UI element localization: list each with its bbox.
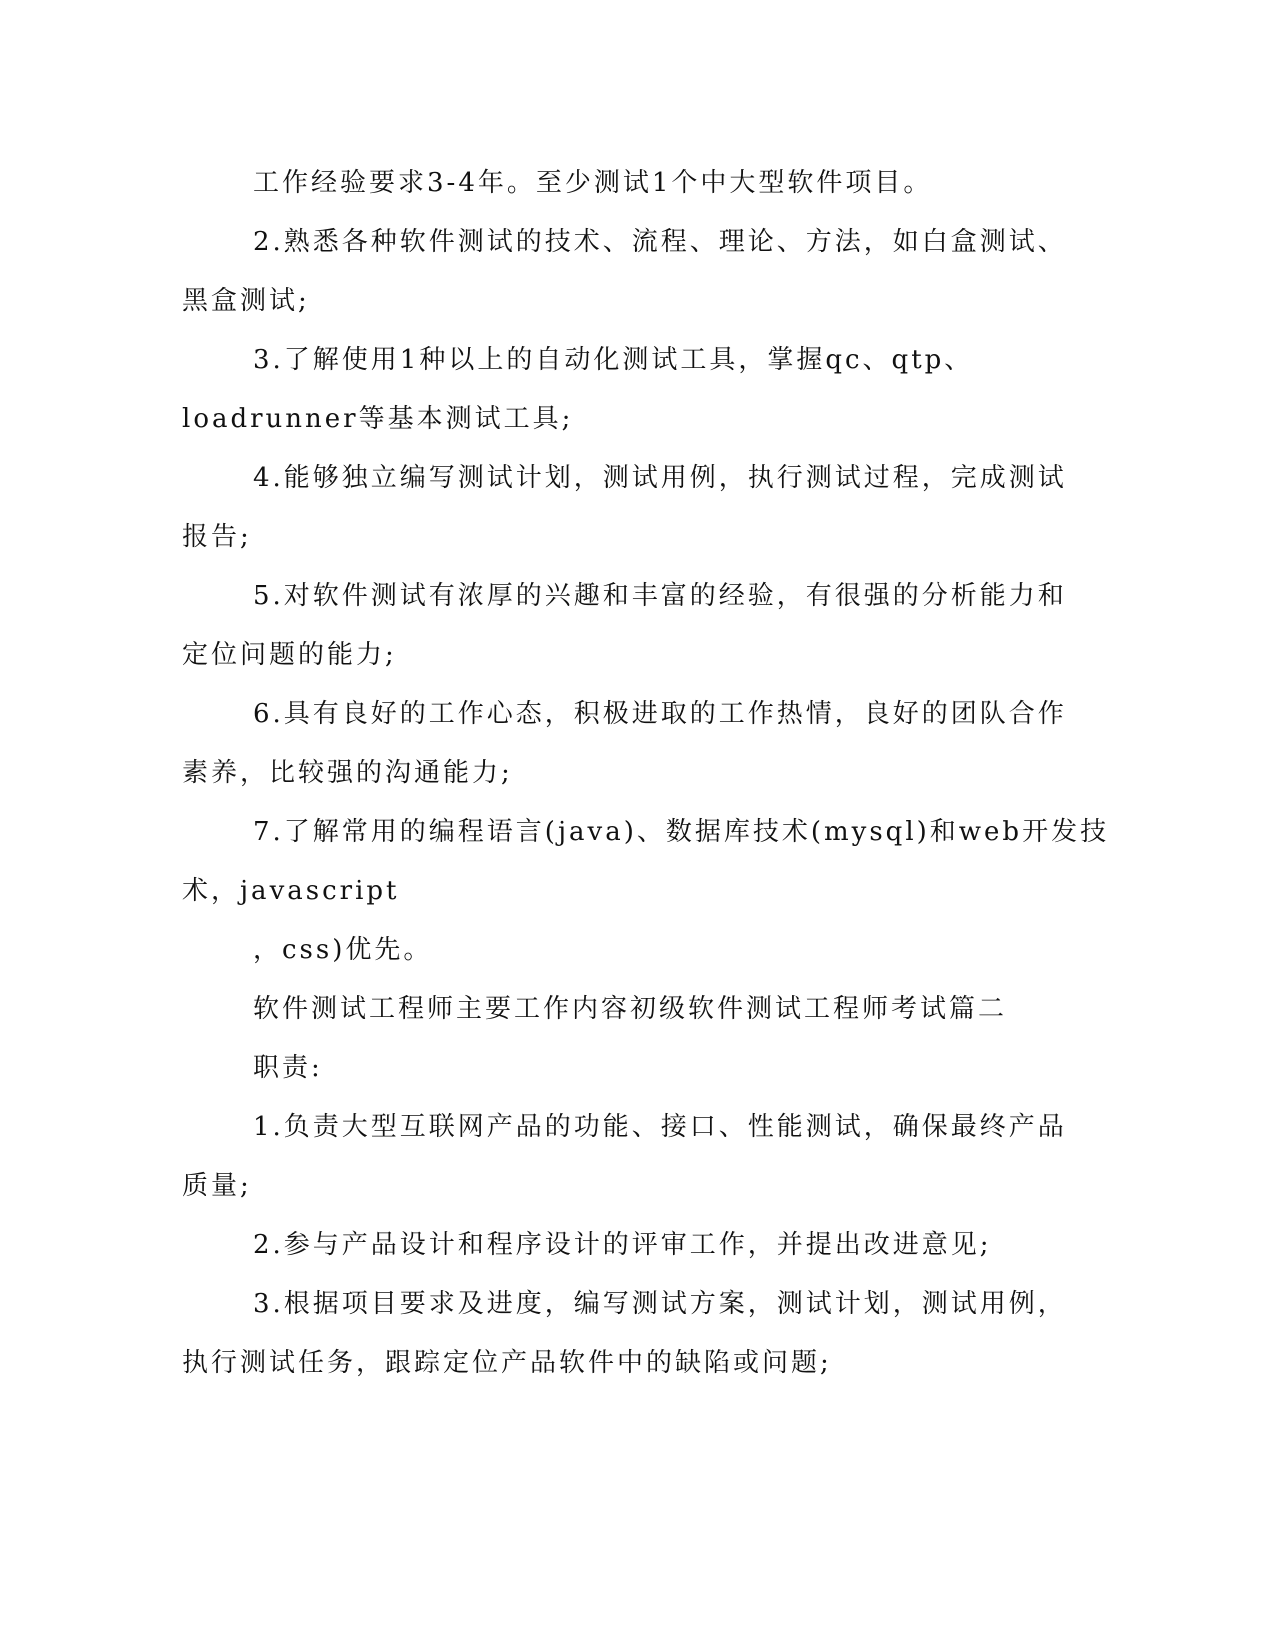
paragraph-line: 工作经验要求3-4年。至少测试1个中大型软件项目。	[253, 168, 933, 198]
paragraph-line: 4.能够独立编写测试计划，测试用例，执行测试过程，完成测试	[253, 463, 1067, 493]
paragraph-line: 2.熟悉各种软件测试的技术、流程、理论、方法，如白盒测试、	[253, 227, 1067, 257]
paragraph-line: 1.负责大型互联网产品的功能、接口、性能测试，确保最终产品	[253, 1112, 1067, 1142]
document-body	[182, 154, 1110, 1393]
paragraph-line: 素养，比较强的沟通能力;	[182, 758, 513, 788]
paragraph-line: 术，javascript	[182, 876, 400, 906]
section-subheading: 职责:	[253, 1053, 323, 1083]
paragraph-line: ，css)优先。	[253, 935, 433, 965]
paragraph-line: 执行测试任务，跟踪定位产品软件中的缺陷或问题;	[182, 1348, 832, 1378]
paragraph-line: 定位问题的能力;	[182, 640, 397, 670]
paragraph-line: 3.了解使用1种以上的自动化测试工具，掌握qc、qtp、	[253, 345, 974, 375]
paragraph-line: 2.参与产品设计和程序设计的评审工作，并提出改进意见;	[253, 1230, 992, 1260]
paragraph-line: 3.根据项目要求及进度，编写测试方案，测试计划，测试用例，	[253, 1289, 1067, 1319]
section-heading: 软件测试工程师主要工作内容初级软件测试工程师考试篇二	[253, 994, 1008, 1024]
paragraph-line: 质量;	[182, 1171, 252, 1201]
paragraph-line: 7.了解常用的编程语言(java)、数据库技术(mysql)和web开发技	[253, 817, 1110, 847]
paragraph-line: 6.具有良好的工作心态，积极进取的工作热情，良好的团队合作	[253, 699, 1067, 729]
paragraph-line: 黑盒测试;	[182, 286, 310, 316]
paragraph-line: 5.对软件测试有浓厚的兴趣和丰富的经验，有很强的分析能力和	[253, 581, 1067, 611]
paragraph-line: loadrunner等基本测试工具;	[182, 404, 574, 434]
paragraph-line: 报告;	[182, 522, 252, 552]
